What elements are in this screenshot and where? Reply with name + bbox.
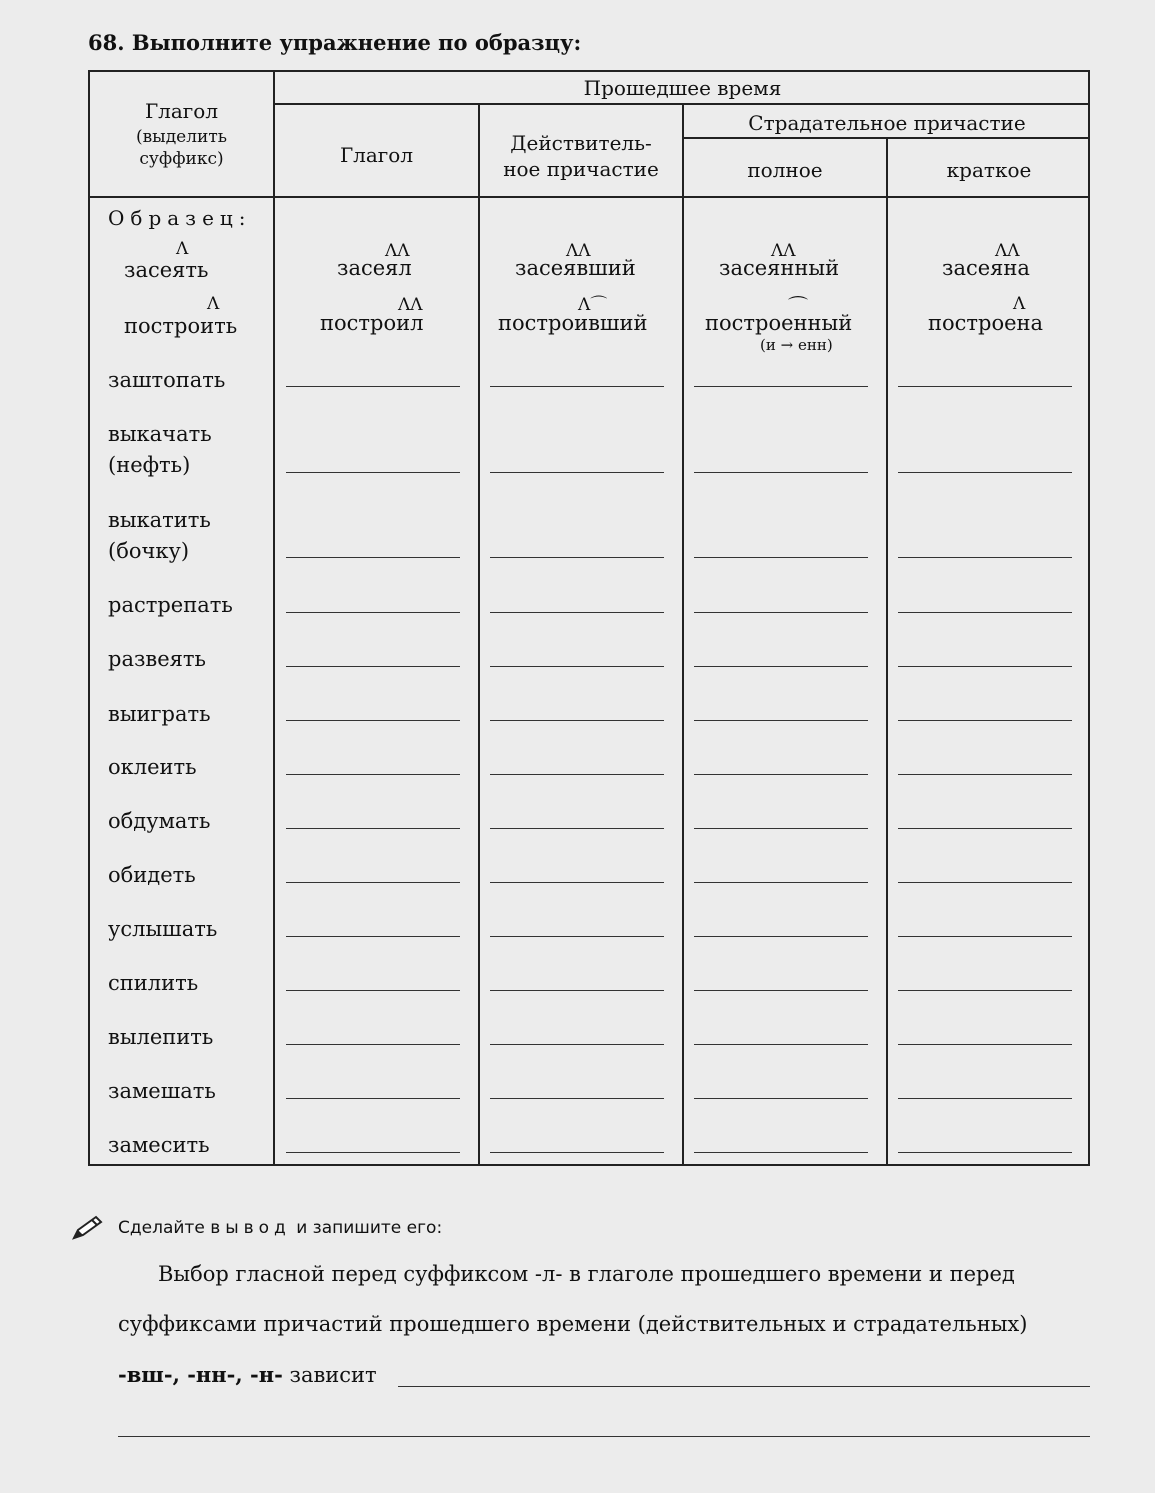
col-divider-1 [273,70,275,1166]
sample-past-1: засеял [337,256,412,280]
verb-item: замесить [108,1133,210,1157]
header-verb [90,98,273,170]
answer-blank-past-verb[interactable] [286,386,460,387]
answer-blank-passive-full[interactable] [694,990,868,991]
verb-item: замешать [108,1079,216,1103]
conclusion-text-rest: зависит [289,1363,377,1387]
header-active-participle: Действитель- ное причастие [503,131,659,181]
answer-blank-passive-short[interactable] [898,936,1072,937]
answer-blank-passive-short[interactable] [898,612,1072,613]
header-rule-2 [682,137,1090,139]
header-verb-title: Глагол [144,99,219,123]
answer-blank-active-participle[interactable] [490,720,664,721]
answer-blank-active-participle[interactable] [490,936,664,937]
sample-past-2: построил [320,311,424,335]
answer-blank-past-verb[interactable] [286,1044,460,1045]
sample-passive-full-2: построенный [705,311,853,335]
answer-blank-passive-full[interactable] [694,1098,868,1099]
answer-blank-passive-full[interactable] [694,936,868,937]
answer-blank-passive-short[interactable] [898,720,1072,721]
answer-blank-passive-short[interactable] [898,1044,1072,1045]
stress-arc-icon: Λ⌒ [578,295,608,315]
stress-arc-icon: ΛΛ [995,241,1020,261]
stress-arc-icon: ΛΛ [566,241,591,261]
exercise-table [88,70,1090,1166]
sample-passive-full-1: засеянный [719,256,840,280]
verb-item: обдумать [108,809,211,833]
stress-arc-icon: Λ [1013,294,1026,314]
answer-blank-active-participle[interactable] [490,666,664,667]
answer-blank-active-participle[interactable] [490,1044,664,1045]
suffix-list: -вш-, -нн-, -н- [118,1362,283,1387]
answer-blank-past-verb[interactable] [286,666,460,667]
stress-arc-icon: Λ [207,294,220,314]
verb-item: оклеить [108,755,197,779]
conclusion-answer-line[interactable] [118,1436,1090,1437]
answer-blank-passive-short[interactable] [898,1152,1072,1153]
answer-blank-past-verb[interactable] [286,1152,460,1153]
stress-arc-icon: ΛΛ [398,295,423,315]
exercise-instruction: Выполните упражнение по образцу: [131,30,582,55]
answer-blank-active-participle[interactable] [490,472,664,473]
col-divider-2 [478,104,480,1166]
sample-infinitive-1: засеять [124,258,209,282]
answer-blank-active-participle[interactable] [490,1152,664,1153]
exercise-title [88,30,581,55]
answer-blank-past-verb[interactable] [286,472,460,473]
answer-blank-passive-short[interactable] [898,386,1072,387]
verb-item: развеять [108,647,206,671]
answer-blank-past-verb[interactable] [286,1098,460,1099]
header-passive-full: полное [747,158,823,182]
conclusion-prompt [118,1218,442,1238]
verb-item: обидеть [108,863,196,887]
answer-blank-past-verb[interactable] [286,720,460,721]
answer-blank-past-verb[interactable] [286,882,460,883]
answer-blank-passive-full[interactable] [694,1152,868,1153]
answer-blank-active-participle[interactable] [490,557,664,558]
conclusion-text-line-2: суффиксами причастий прошедшего времени (действительных и страдательных) [118,1312,1028,1336]
answer-blank-active-participle[interactable] [490,990,664,991]
verb-item: растрепать [108,593,233,617]
answer-blank-passive-full[interactable] [694,774,868,775]
sample-note: (и → енн) [760,336,833,354]
conclusion-text-line-3 [118,1362,377,1387]
col-divider-4 [886,138,888,1166]
verb-item: выиграть [108,702,211,726]
verb-item: выкатить (бочку) [108,508,211,563]
answer-blank-passive-full[interactable] [694,472,868,473]
answer-blank-passive-full[interactable] [694,720,868,721]
answer-blank-active-participle[interactable] [490,612,664,613]
conclusion-prompt-spaced: вывод [210,1218,291,1238]
answer-blank-active-participle[interactable] [490,386,664,387]
sample-passive-short-2: построена [928,311,1044,335]
stress-arc-icon: Λ [176,239,189,259]
answer-blank-passive-short[interactable] [898,666,1072,667]
answer-blank-active-participle[interactable] [490,774,664,775]
sample-infinitive-2: построить [124,314,238,338]
answer-blank-passive-full[interactable] [694,612,868,613]
conclusion-prompt-start: Сделайте [118,1218,205,1238]
verb-item: выкачать (нефть) [108,422,212,477]
answer-blank-active-participle[interactable] [490,1098,664,1099]
verb-item: вылепить [108,1025,214,1049]
answer-blank-passive-short[interactable] [898,557,1072,558]
answer-blank-passive-full[interactable] [694,557,868,558]
stress-arc-icon: ΛΛ [771,241,796,261]
header-rule-3 [88,196,1090,198]
answer-blank-passive-short[interactable] [898,882,1072,883]
answer-blank-past-verb[interactable] [286,557,460,558]
conclusion-answer-line[interactable] [398,1386,1090,1387]
header-rule-1 [273,103,1090,105]
verb-item: заштопать [108,368,226,392]
answer-blank-passive-full[interactable] [694,882,868,883]
sample-active-2: построивший [498,311,648,335]
exercise-number: 68. [88,30,125,55]
stress-arc-icon: ΛΛ [385,241,410,261]
answer-blank-passive-full[interactable] [694,1044,868,1045]
verb-item: спилить [108,971,199,995]
answer-blank-past-verb[interactable] [286,828,460,829]
answer-blank-passive-short[interactable] [898,990,1072,991]
conclusion-text-line-1: Выбор гласной перед суффиксом -л- в глаголе прошедшего времени и перед [158,1262,1015,1286]
stress-arc-icon: ⌒ [788,294,808,318]
sample-passive-short-1: засеяна [942,256,1030,280]
answer-blank-past-verb[interactable] [286,612,460,613]
answer-blank-past-verb[interactable] [286,774,460,775]
sample-active-1: засеявший [515,256,636,280]
header-verb-note: (выделить суффикс) [135,127,228,170]
answer-blank-passive-short[interactable] [898,1098,1072,1099]
answer-blank-passive-short[interactable] [898,828,1072,829]
verb-item: услышать [108,917,218,941]
answer-blank-passive-short[interactable] [898,472,1072,473]
sample-label: Образец: [108,206,252,230]
answer-blank-passive-full[interactable] [694,666,868,667]
answer-blank-active-participle[interactable] [490,882,664,883]
answer-blank-passive-full[interactable] [694,828,868,829]
answer-blank-past-verb[interactable] [286,936,460,937]
header-past-tense: Прошедшее время [583,76,782,100]
pencil-icon [70,1214,104,1242]
conclusion-prompt-end: и запишите его: [296,1218,443,1238]
answer-blank-past-verb[interactable] [286,990,460,991]
col-divider-3 [682,104,684,1166]
header-passive-short: краткое [946,158,1032,182]
header-past-verb: Глагол [339,143,414,167]
answer-blank-active-participle[interactable] [490,828,664,829]
header-passive-participle: Страдательное причастие [748,111,1026,135]
answer-blank-passive-short[interactable] [898,774,1072,775]
answer-blank-passive-full[interactable] [694,386,868,387]
